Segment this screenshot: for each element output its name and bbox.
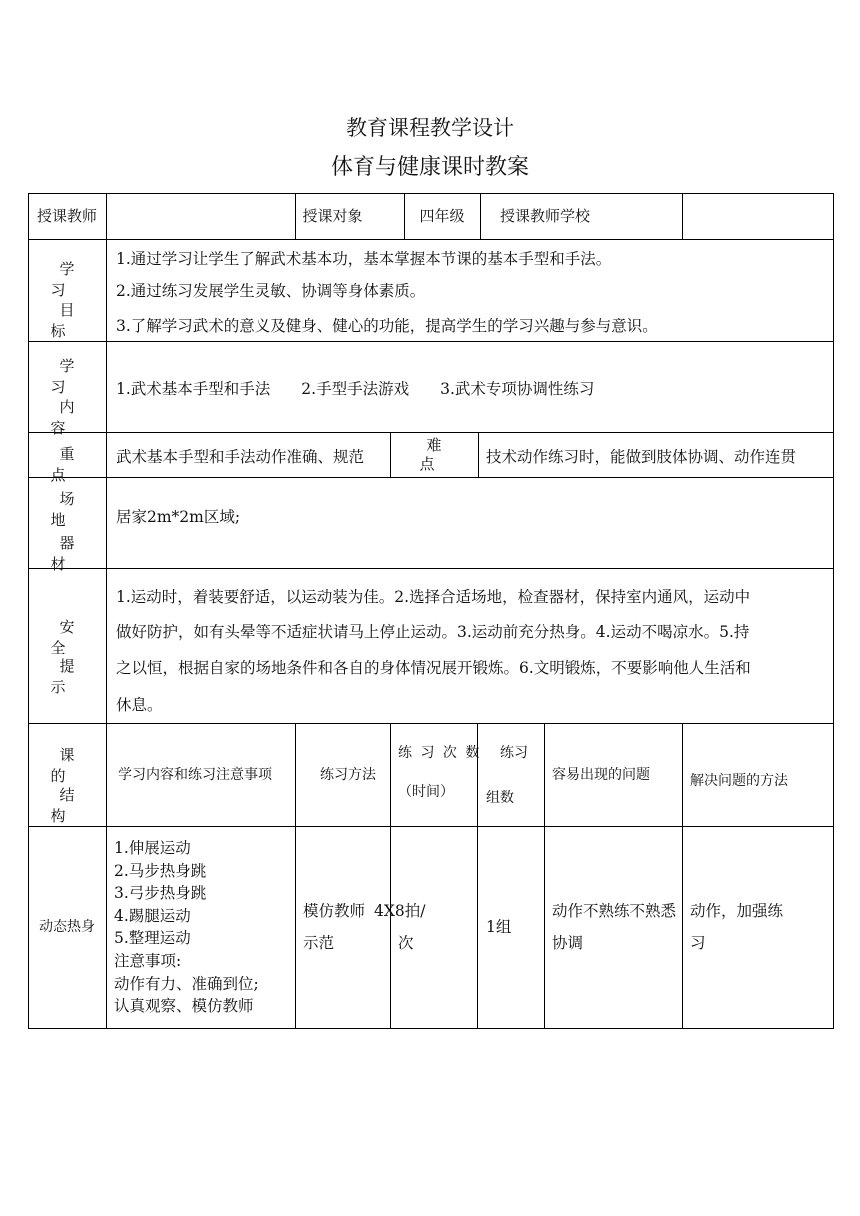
table-rule <box>28 341 834 342</box>
table-rule <box>682 723 683 1029</box>
venue-value: 居家2m*2m区域; <box>116 508 241 526</box>
teacher-value <box>110 193 290 240</box>
table-rule <box>106 193 107 1029</box>
venue-label-1: 场 地 <box>50 490 93 529</box>
document-subtitle: 体育与健康课时教案 <box>330 155 529 180</box>
table-rule <box>390 723 391 1029</box>
teacher-label: 授课教师 <box>36 206 97 225</box>
warmup-content-line: 4.踢腿运动 <box>114 906 191 925</box>
warmup-method-1: 模仿教师 <box>303 902 366 920</box>
venue-label-2: 器 材 <box>50 534 93 573</box>
col-sets-header-2: 组数 <box>486 790 514 806</box>
table-rule <box>28 826 834 827</box>
table-rule <box>544 723 545 1029</box>
warmup-content-line: 5.整理运动 <box>114 929 191 948</box>
goals-label-2: 目 标 <box>50 301 93 340</box>
safety-line-3: 之以恒，根据自家的场地条件和各自的身体情况展开锻炼。6.文明锻炼，不要影响他人生活和 <box>116 659 751 677</box>
col-times-header-1: 练 习 次 数 <box>398 745 482 761</box>
warmup-content-line: 3.弓步热身跳 <box>114 884 207 903</box>
grade-value: 四年级 <box>419 206 465 225</box>
table-rule <box>28 568 834 569</box>
col-content-header: 学习内容和练习注意事项 <box>118 767 272 783</box>
warmup-sets: 1组 <box>486 918 512 936</box>
school-value <box>686 193 831 240</box>
col-method-header: 练习方法 <box>320 767 376 783</box>
table-rule <box>682 193 683 240</box>
goals-label-1: 学 习 <box>50 260 93 299</box>
key-points-value: 武术基本手型和手法动作准确、规范 <box>116 448 365 466</box>
table-rule <box>28 1028 834 1029</box>
school-label: 授课教师学校 <box>499 206 590 225</box>
safety-line-4: 休息。 <box>116 696 163 714</box>
safety-label-2: 提 示 <box>50 657 93 696</box>
warmup-content-line: 认真观察、模仿教师 <box>114 997 254 1016</box>
warmup-method-2: 示范 <box>303 934 335 952</box>
goal-item-3: 3.了解学习武术的意义及健身、健心的功能，提高学生的学习兴趣与参与意识。 <box>116 317 658 335</box>
table-rule <box>833 193 834 1029</box>
warmup-content-line: 1.伸展运动 <box>114 839 191 857</box>
col-times-header-2: （时间） <box>398 784 454 800</box>
warmup-content-line: 注意事项: <box>114 951 182 970</box>
goal-item-2: 2.通过练习发展学生灵敏、协调等身体素质。 <box>116 282 426 300</box>
safety-line-1: 1.运动时，着装要舒适，以运动装为佳。2.选择合适场地，检查器材，保持室内通风，运动中 <box>116 588 751 606</box>
content-label-2: 内 容 <box>50 398 93 437</box>
document-title: 教育课程教学设计 <box>346 116 514 140</box>
content-text: 1.武术基本手型和手法 2.手型手法游戏 3.武术专项协调性练习 <box>116 380 595 398</box>
safety-label-1: 安 全 <box>50 618 93 657</box>
content-label-1: 学 习 <box>50 357 93 396</box>
warmup-problem-1: 动作不熟练不熟悉 <box>552 902 677 920</box>
warmup-content-line: 动作有力、准确到位; <box>114 974 259 993</box>
structure-label-1: 课 的 <box>50 746 93 785</box>
warmup-times-2: 次 <box>398 934 414 952</box>
goal-item-1: 1.通过学习让学生了解武术基本功，基本掌握本节课的基本手型和手法。 <box>116 250 612 268</box>
table-rule <box>478 432 479 478</box>
col-problems-header: 容易出现的问题 <box>552 767 650 783</box>
table-rule <box>477 723 478 1029</box>
difficulty-label: 难 点 <box>419 435 456 473</box>
col-solutions-header: 解决问题的方法 <box>690 773 788 789</box>
warmup-solution-2: 习 <box>690 934 706 952</box>
target-label: 授课对象 <box>302 206 363 225</box>
structure-label-2: 结 构 <box>50 786 93 825</box>
warmup-times-1: 4X8拍/ <box>374 902 426 920</box>
difficulty-value: 技术动作练习时，能做到肢体协调、动作连贯 <box>486 448 797 466</box>
warmup-problem-2: 协调 <box>552 934 584 952</box>
table-rule <box>295 723 296 1029</box>
warmup-content-line: 2.马步热身跳 <box>114 861 207 880</box>
safety-line-2: 做好防护，如有头晕等不适症状请马上停止运动。3.运动前充分热身。4.运动不喝凉水。5.持 <box>116 623 750 641</box>
warmup-solution-1: 动作，加强练 <box>690 902 784 920</box>
table-rule <box>28 723 834 724</box>
col-sets-header-1: 练习 <box>500 745 528 761</box>
key-points-label: 重 点 <box>50 445 93 484</box>
warmup-content <box>114 837 294 1018</box>
warmup-phase: 动态热身 <box>39 919 95 936</box>
